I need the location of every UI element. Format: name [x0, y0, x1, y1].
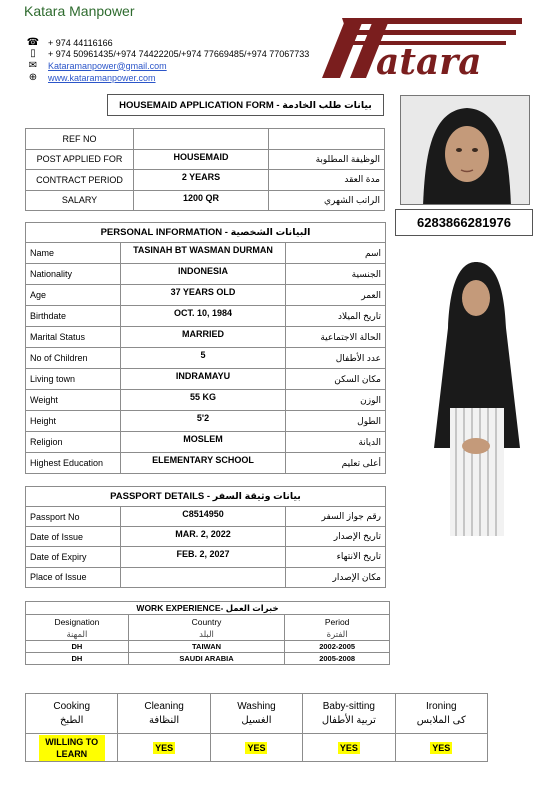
personal-info-row	[26, 432, 386, 453]
personal-info-row-value: OCT. 10, 1984	[121, 306, 286, 327]
personal-info-row-arabic: الوزن	[286, 390, 386, 411]
personal-info-row	[26, 411, 386, 432]
personal-info-row-arabic: الحالة الاجتماعية	[286, 327, 386, 348]
personal-info-row	[26, 390, 386, 411]
passport-row	[26, 527, 386, 547]
skill-answer-value: YES	[155, 742, 174, 753]
personal-info-row-value: 55 KG	[121, 390, 286, 411]
personal-info-row-label: No of Children	[26, 348, 121, 369]
personal-info-row	[26, 348, 386, 369]
personal-info-row	[26, 243, 386, 264]
personal-info-row-label: Age	[26, 285, 121, 306]
skill-name-ar: تربية الأطفال	[321, 714, 376, 726]
column-header-ar: البلد	[199, 628, 214, 639]
personal-info-row-arabic: الطول	[286, 411, 386, 432]
job-row-value: HOUSEMAID	[134, 149, 269, 170]
personal-info-row	[26, 327, 386, 348]
personal-info-row-arabic: تاريخ الميلاد	[286, 306, 386, 327]
skill-answer	[26, 734, 118, 762]
column-header-en: Period	[324, 616, 350, 627]
passport-heading: PASSPORT DETAILS - بيانات وثيقة السفر	[26, 487, 386, 507]
skill-name-ar: النظافة	[148, 714, 180, 726]
passport-row-arabic: رقم جواز السفر	[286, 507, 386, 527]
passport-row-arabic: مكان الإصدار	[286, 567, 386, 587]
personal-info-row-label: Name	[26, 243, 121, 264]
experience-country: TAIWAN	[128, 641, 285, 653]
job-row-value	[134, 129, 269, 150]
mobile-text: + 974 50961435/+974 74422205/+974 77669485/+974 77067733	[48, 48, 310, 59]
passport-row-label: Date of Expiry	[26, 547, 121, 567]
skill-answer	[210, 734, 302, 762]
job-row-arabic: الوظيفة المطلوبة	[269, 149, 385, 170]
job-row-value: 2 YEARS	[134, 170, 269, 191]
personal-info-row	[26, 264, 386, 285]
portrait-photo	[400, 95, 530, 205]
personal-info-row-arabic: العمر	[286, 285, 386, 306]
experience-row	[26, 641, 390, 653]
passport-row-label: Passport No	[26, 507, 121, 527]
full-body-photo	[420, 258, 532, 536]
passport-row-arabic: تاريخ الانتهاء	[286, 547, 386, 567]
job-row	[26, 149, 385, 170]
experience-column-header	[128, 615, 285, 641]
applicant-phone-number: 6283866281976	[395, 209, 533, 236]
job-row-label: POST APPLIED FOR	[26, 149, 134, 170]
experience-designation: DH	[26, 653, 129, 665]
job-row	[26, 129, 385, 150]
job-row-label: REF NO	[26, 129, 134, 150]
personal-info-heading: PERSONAL INFORMATION - البيانات الشخصية	[26, 223, 386, 243]
mobile-phone-icon: ▯	[30, 48, 36, 59]
mobile-line	[24, 48, 309, 59]
job-row-value: 1200 QR	[134, 190, 269, 211]
passport-row-arabic: تاريخ الإصدار	[286, 527, 386, 547]
personal-info-row-value: INDONESIA	[121, 264, 286, 285]
email-line	[24, 60, 167, 71]
experience-designation: DH	[26, 641, 129, 653]
personal-info-row	[26, 306, 386, 327]
personal-info-row-value: 37 YEARS OLD	[121, 285, 286, 306]
personal-info-row-label: Religion	[26, 432, 121, 453]
skill-name-ar: الطبخ	[59, 714, 84, 726]
work-experience-table	[25, 601, 390, 665]
job-row	[26, 190, 385, 211]
personal-info-row	[26, 285, 386, 306]
personal-info-row-value: 5	[121, 348, 286, 369]
skill-name	[26, 694, 118, 734]
personal-info-row-arabic: مكان السكن	[286, 369, 386, 390]
passport-row	[26, 507, 386, 527]
skill-answer-value: YES	[432, 742, 451, 753]
column-header-ar: الفترة	[326, 628, 348, 639]
personal-info-row-arabic: الديانة	[286, 432, 386, 453]
skill-answer	[303, 734, 395, 762]
form-title: HOUSEMAID APPLICATION FORM - بيانات طلب الخادمة	[107, 94, 384, 116]
skill-answer	[118, 734, 210, 762]
skill-name	[395, 694, 487, 734]
experience-period: 2005-2008	[285, 653, 390, 665]
katara-logo	[316, 14, 524, 80]
skill-name-en: Cleaning	[144, 700, 184, 712]
passport-table	[25, 486, 386, 588]
job-row-arabic: الراتب الشهري	[269, 190, 385, 211]
skill-name-en: Ironing	[425, 700, 457, 712]
skill-answer-value: WILLING TO LEARN	[39, 735, 105, 761]
column-header-en: Designation	[54, 616, 100, 627]
skill-name-en: Cooking	[53, 700, 91, 712]
passport-row-value: C8514950	[121, 507, 286, 527]
skill-name-ar: كى الملابس	[416, 714, 466, 726]
passport-row-value: MAR. 2, 2022	[121, 527, 286, 547]
experience-period: 2002-2005	[285, 641, 390, 653]
column-header-ar: المهنة	[66, 628, 88, 639]
personal-info-row-arabic: أعلى تعليم	[286, 453, 386, 474]
personal-info-row-value: TASINAH BT WASMAN DURMAN	[121, 243, 286, 264]
personal-info-row-arabic: الجنسية	[286, 264, 386, 285]
email-link[interactable]: Kataramanpower@gmail.com	[48, 60, 167, 71]
personal-info-row-label: Living town	[26, 369, 121, 390]
experience-row	[26, 653, 390, 665]
skill-name	[118, 694, 210, 734]
job-row-arabic	[269, 129, 385, 150]
globe-icon: ⊕	[28, 72, 38, 83]
passport-row-value	[121, 567, 286, 587]
passport-row	[26, 547, 386, 567]
personal-info-table	[25, 222, 386, 474]
personal-info-row-value: MOSLEM	[121, 432, 286, 453]
passport-row-value: FEB. 2, 2027	[121, 547, 286, 567]
skills-table	[25, 693, 488, 762]
phone-line	[24, 37, 113, 48]
personal-info-row-label: Nationality	[26, 264, 121, 285]
personal-info-row-label: Weight	[26, 390, 121, 411]
skill-name	[210, 694, 302, 734]
column-header-en: Country	[191, 616, 222, 627]
personal-info-row-arabic: اسم	[286, 243, 386, 264]
personal-info-row	[26, 453, 386, 474]
job-row-arabic: مدة العقد	[269, 170, 385, 191]
skill-name	[303, 694, 395, 734]
passport-row-label: Date of Issue	[26, 527, 121, 547]
skill-name-en: Washing	[237, 700, 276, 712]
personal-info-row-label: Highest Education	[26, 453, 121, 474]
work-experience-heading: WORK EXPERIENCE- خبرات العمل	[26, 602, 390, 615]
personal-info-row	[26, 369, 386, 390]
website-link[interactable]: www.kataramanpower.com	[48, 72, 156, 83]
svg-text:atara: atara	[376, 41, 482, 80]
personal-info-row-arabic: عدد الأطفال	[286, 348, 386, 369]
personal-info-row-label: Birthdate	[26, 306, 121, 327]
job-row-label: CONTRACT PERIOD	[26, 170, 134, 191]
company-name: Katara Manpower	[24, 3, 135, 19]
envelope-icon: ✉	[28, 60, 38, 71]
skill-name-en: Baby-sitting	[322, 700, 375, 712]
skill-answer-value: YES	[339, 742, 358, 753]
experience-column-header	[26, 615, 129, 641]
skill-name-ar: الغسيل	[241, 714, 272, 726]
experience-column-header	[285, 615, 390, 641]
personal-info-row-label: Marital Status	[26, 327, 121, 348]
personal-info-row-value: ELEMENTARY SCHOOL	[121, 453, 286, 474]
personal-info-row-value: INDRAMAYU	[121, 369, 286, 390]
passport-row	[26, 567, 386, 587]
job-table	[25, 128, 385, 211]
job-row-label: SALARY	[26, 190, 134, 211]
passport-row-label: Place of Issue	[26, 567, 121, 587]
skill-answer	[395, 734, 487, 762]
skill-answer-value: YES	[247, 742, 266, 753]
experience-country: SAUDI ARABIA	[128, 653, 285, 665]
website-line	[24, 72, 156, 83]
job-row	[26, 170, 385, 191]
telephone-icon: ☎	[26, 37, 40, 48]
personal-info-row-value: 5'2	[121, 411, 286, 432]
phone-text: + 974 44116166	[48, 37, 113, 48]
personal-info-row-label: Height	[26, 411, 121, 432]
personal-info-row-value: MARRIED	[121, 327, 286, 348]
